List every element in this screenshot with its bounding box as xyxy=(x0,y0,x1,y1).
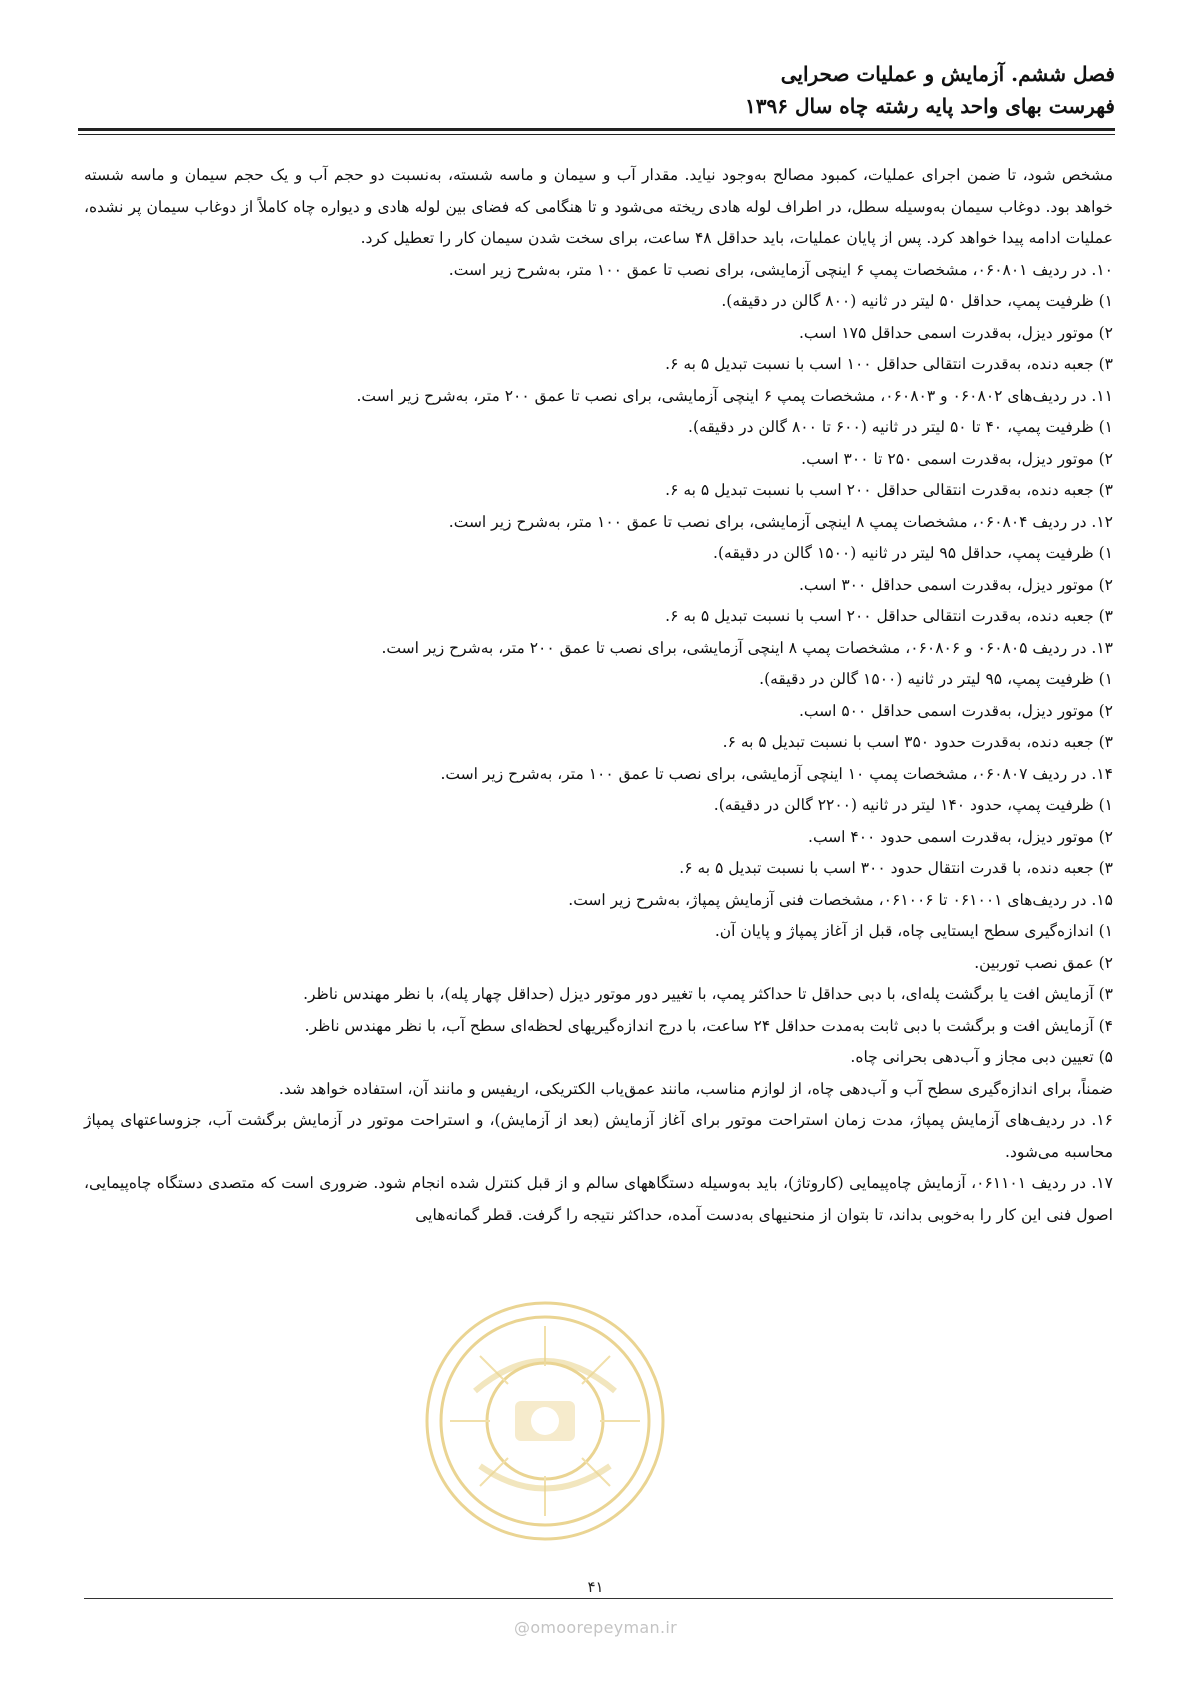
header-rule-thick xyxy=(78,128,1115,131)
chapter-title: فصل ششم. آزمایش و عملیات صحرایی xyxy=(780,62,1115,86)
item-11-gearbox: ۳) جعبه دنده، به‌قدرت انتقالی حداقل ۲۰۰ اسب با نسبت تبدیل ۵ به ۶. xyxy=(665,481,1113,499)
item-15-note: ضمناً، برای اندازه‌گیری سطح آب و آب‌دهی چاه، از لوازم مناسب، مانند عمق‌یاب الکتریکی، اریفیس و مانند آن، استفاده خواهد شد. xyxy=(278,1079,1113,1098)
item-15-step-2: ۲) عمق نصب توربین. xyxy=(974,953,1113,972)
page-number: ۴۱ xyxy=(587,1578,604,1596)
item-12-engine: ۲) موتور دیزل، به‌قدرت اسمی حداقل ۳۰۰ اسب. xyxy=(798,575,1113,594)
page-header xyxy=(75,58,1115,122)
item-14-engine: ۲) موتور دیزل، به‌قدرت اسمی حدود ۴۰۰ اسب. xyxy=(808,827,1113,846)
item-12-gearbox: ۳) جعبه دنده، به‌قدرت انتقالی حداقل ۲۰۰ اسب با نسبت تبدیل ۵ به ۶. xyxy=(665,607,1113,625)
item-10-heading: ۱۰. در ردیف ۰۶۰۸۰۱، مشخصات پمپ ۶ اینچی آزمایشی، برای نصب تا عمق ۱۰۰ متر، به‌شرح زیر است. xyxy=(448,260,1113,279)
item-14-gearbox: ۳) جعبه دنده، با قدرت انتقال حدود ۳۰۰ اسب با نسبت تبدیل ۵ به ۶. xyxy=(679,859,1113,877)
document-subtitle: فهرست بهای واحد پایه رشته چاه سال ۱۳۹۶ xyxy=(745,94,1115,118)
item-10-gearbox: ۳) جعبه دنده، به‌قدرت انتقالی حداقل ۱۰۰ اسب با نسبت تبدیل ۵ به ۶. xyxy=(665,355,1113,373)
watermark-seal-icon xyxy=(420,1296,670,1546)
item-15-step-3: ۳) آزمایش افت یا برگشت پله‌ای، با دبی حداقل تا حداکثر پمپ، با تغییر دور موتور دیزل (حداقل چهار پله)، با نظر مهندس ناظر. xyxy=(303,985,1113,1003)
item-15-step-1: ۱) اندازه‌گیری سطح ایستایی چاه، قبل از آغاز پمپاژ و پایان آن. xyxy=(714,922,1113,940)
item-15-heading: ۱۵. در ردیف‌های ۰۶۱۰۰۱ تا ۰۶۱۰۰۶، مشخصات فنی آزمایش پمپاژ، به‌شرح زیر است. xyxy=(568,890,1113,909)
item-12-capacity: ۱) ظرفیت پمپ، حداقل ۹۵ لیتر در ثانیه (۱۵۰۰ گالن در دقیقه). xyxy=(713,544,1113,562)
header-rule-thin xyxy=(78,134,1115,135)
item-16-paragraph: ۱۶. در ردیف‌های آزمایش پمپاژ، مدت زمان استراحت موتور برای آغاز آزمایش (بعد از آزمایش)، و استراحت موتور در آزمایش برگشت آب، جزوساعتهای پمپاژ محاسبه می‌شود. xyxy=(84,1111,1113,1161)
item-15-step-5: ۵) تعیین دبی مجاز و آب‌دهی بحرانی چاه. xyxy=(850,1048,1113,1066)
item-15-step-4: ۴) آزمایش افت و برگشت با دبی ثابت به‌مدت حداقل ۲۴ ساعت، با درج اندازه‌گیریهای لحظه‌ای سطح آب، با نظر مهندس ناظر. xyxy=(304,1016,1113,1035)
document-body xyxy=(84,160,1113,1231)
item-13-gearbox: ۳) جعبه دنده، به‌قدرت حدود ۳۵۰ اسب با نسبت تبدیل ۵ به ۶. xyxy=(722,733,1113,751)
item-13-engine: ۲) موتور دیزل، به‌قدرت اسمی حداقل ۵۰۰ اسب. xyxy=(798,701,1113,720)
item-12-heading: ۱۲. در ردیف ۰۶۰۸۰۴، مشخصات پمپ ۸ اینچی آزمایشی، برای نصب تا عمق ۱۰۰ متر، به‌شرح زیر است. xyxy=(448,512,1113,531)
item-14-capacity: ۱) ظرفیت پمپ، حدود ۱۴۰ لیتر در ثانیه (۲۲۰۰ گالن در دقیقه). xyxy=(713,796,1113,814)
footer-watermark-url: @omoorepeyman.ir xyxy=(514,1618,677,1637)
item-14-heading: ۱۴. در ردیف ۰۶۰۸۰۷، مشخصات پمپ ۱۰ اینچی آزمایشی، برای نصب تا عمق ۱۰۰ متر، به‌شرح زیر است. xyxy=(440,764,1113,783)
item-10-capacity: ۱) ظرفیت پمپ، حداقل ۵۰ لیتر در ثانیه (۸۰۰ گالن در دقیقه). xyxy=(721,292,1113,310)
footer-rule xyxy=(84,1598,1113,1599)
intro-paragraph: مشخص شود، تا ضمن اجرای عملیات، کمبود مصالح به‌وجود نیاید. مقدار آب و سیمان و ماسه شسته، به‌نسبت دو حجم آب و یک حجم سیمان و ماسه شسته خواهد بود. دوغاب سیمان به‌وسیله سطل، در اطراف لوله هادی ریخته می‌شود و تا هنگامی که فضای بین لوله هادی و دیواره چاه کاملاً از دوغاب سیمان پر نشده، عملیات ادامه پیدا خواهد کرد. پس از پایان عملیات، باید حداقل ۴۸ ساعت، برای سخت شدن سیمان کار را تعطیل کرد. xyxy=(84,166,1113,247)
item-17-paragraph: ۱۷. در ردیف ۰۶۱۱۰۱، آزمایش چاه‌پیمایی (کاروتاژ)، باید به‌وسیله دستگاههای سالم و از قبل کنترل شده انجام شود. ضروری است که متصدی دستگاه چاه‌پیمایی، اصول فنی این کار را به‌خوبی بداند، تا بتوان از منحنیهای به‌دست آمده، حداکثر نتیجه را گرفت. قطر گمانه‌هایی xyxy=(84,1174,1114,1224)
item-10-engine: ۲) موتور دیزل، به‌قدرت اسمی حداقل ۱۷۵ اسب. xyxy=(798,323,1113,342)
item-11-capacity: ۱) ظرفیت پمپ، ۴۰ تا ۵۰ لیتر در ثانیه (۶۰۰ تا ۸۰۰ گالن در دقیقه). xyxy=(688,418,1113,436)
item-13-heading: ۱۳. در ردیف ۰۶۰۸۰۵ و ۰۶۰۸۰۶، مشخصات پمپ ۸ اینچی آزمایشی، برای نصب تا عمق ۲۰۰ متر، به‌شرح زیر است. xyxy=(381,638,1113,657)
item-11-heading: ۱۱. در ردیف‌های ۰۶۰۸۰۲ و ۰۶۰۸۰۳، مشخصات پمپ ۶ اینچی آزمایشی، برای نصب تا عمق ۲۰۰ متر، به‌شرح زیر است. xyxy=(356,386,1113,405)
item-11-engine: ۲) موتور دیزل، به‌قدرت اسمی ۲۵۰ تا ۳۰۰ اسب. xyxy=(801,449,1113,468)
item-13-capacity: ۱) ظرفیت پمپ، ۹۵ لیتر در ثانیه (۱۵۰۰ گالن در دقیقه). xyxy=(759,670,1113,688)
